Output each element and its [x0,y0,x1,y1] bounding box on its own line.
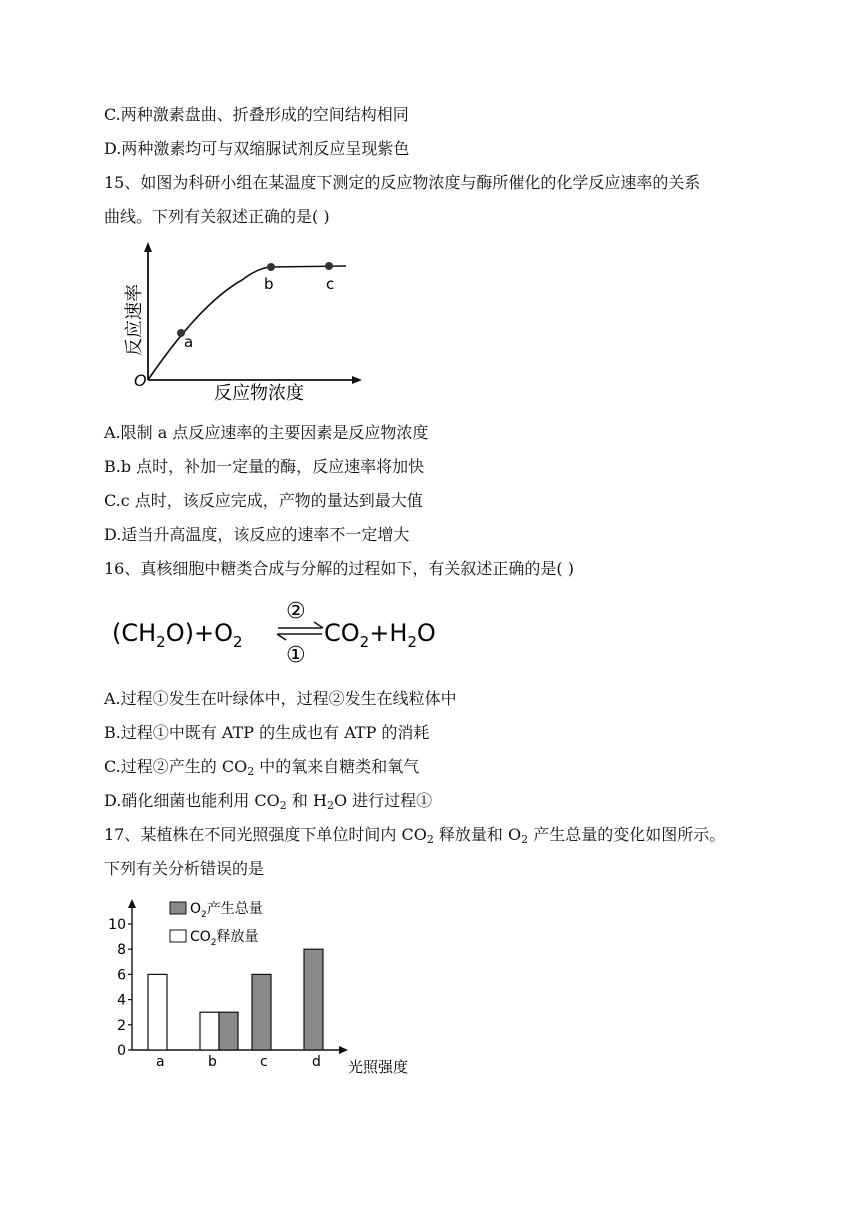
q15-stem-line1: 15、如图为科研小组在某温度下测定的反应物浓度与酶所催化的化学反应速率的关系 [104,173,701,192]
y-axis-arrow-icon [144,242,152,252]
q16-option-a: A.过程①发生在叶绿体中，过程②发生在线粒体中 [104,689,457,708]
point-b-label: b [264,275,274,293]
y-tick-label: 10 [108,917,126,933]
x-category-label-b: b [208,1054,217,1070]
arrow-bottom-label: ① [286,643,306,668]
bar-b-series-0 [200,1012,219,1050]
x-axis-label: 光照强度 [348,1058,409,1076]
forward-arrow-head-icon [314,622,323,628]
q15-stem-line2: 曲线。下列有关叙述正确的是( ) [104,207,330,226]
equation-left: $(CH_2O)+O_2$ [112,619,243,651]
y-axis-arrow-icon [128,899,136,908]
x-axis-arrow-icon [339,1046,348,1054]
y-tick-label: 8 [117,942,126,959]
q15-rate-curve-figure [118,240,368,410]
x-category-label-c: c [260,1054,268,1070]
q17-stem-line2: 下列有关分析错误的是 [104,859,265,878]
q16-option-b: B.过程①中既有 ATP 的生成也有 ATP 的消耗 [104,723,430,742]
point-c [325,262,333,270]
bar-b-series-1 [219,1012,238,1050]
x-axis-label: 反应物浓度 [214,383,304,404]
q17-bar-chart [110,896,430,1082]
x-axis-arrow-icon [352,376,362,384]
x-category-label-d: d [312,1054,321,1070]
q14-option-d: D.两种激素均可与双缩脲试剂反应呈现紫色 [104,139,410,158]
q16-option-d: D.硝化细菌也能利用 $CO_2$ 和 $H_2O$ 进行过程① [104,791,433,812]
q17-stem-line1: 17、某植株在不同光照强度下单位时间内 $CO_2$ 释放量和 $O_2$ 产生总量的变化如图所示。 [104,825,726,846]
y-tick-label: 2 [117,1017,126,1034]
legend-o2-label: $O_2$产生总量 [190,901,263,920]
equation-right: $CO_2+H_2O$ [324,619,436,651]
origin-label: O [134,371,147,390]
y-axis-label: 反应速率 [124,284,145,356]
y-tick-label: 4 [117,992,126,1009]
rate-curve [148,266,346,380]
legend-o2-swatch [170,902,186,914]
q15-option-b: B.b 点时，补加一定量的酶，反应速率将加快 [104,457,425,476]
point-a-label: a [184,333,194,351]
q14-option-c: C.两种激素盘曲、折叠形成的空间结构相同 [104,105,409,124]
y-tick-label: 0 [117,1043,126,1059]
arrow-top-label: ② [286,599,306,624]
q16-option-c: C.过程②产生的 $CO_2$ 中的氧来自糖类和氧气 [104,757,420,778]
legend-co2-label: $CO_2$释放量 [190,929,259,948]
q16-stem: 16、真核细胞中糖类合成与分解的过程如下，有关叙述正确的是( ) [104,559,574,578]
q15-option-c: C.c 点时，该反应完成，产物的量达到最大值 [104,491,423,510]
y-tick-label: 6 [117,967,126,984]
x-category-label-a: a [156,1054,165,1070]
q15-option-d: D.适当升高温度，该反应的速率不一定增大 [104,525,410,544]
reverse-arrow-head-icon [277,634,286,640]
q15-option-a: A.限制 a 点反应速率的主要因素是反应物浓度 [104,423,429,442]
bar-d-series-1 [304,949,323,1050]
legend-co2-swatch [170,930,186,942]
bar-c-series-1 [252,974,271,1050]
point-c-label: c [326,275,335,293]
point-b [267,263,275,271]
bar-a-series-0 [148,974,167,1050]
q16-equation [112,596,472,666]
